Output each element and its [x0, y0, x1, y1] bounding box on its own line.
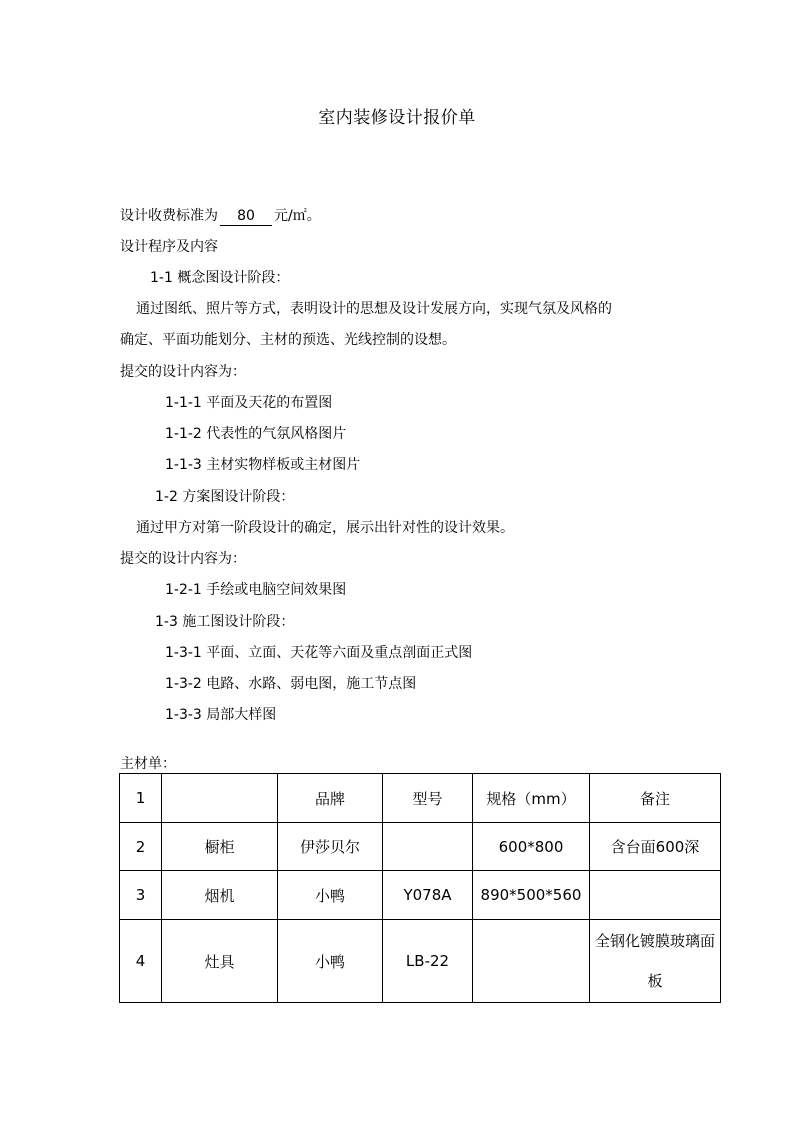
cell-item: 橱柜	[162, 823, 278, 871]
fee-prefix: 设计收费标准为	[120, 208, 218, 224]
stage2-submit-label: 提交的设计内容为：	[120, 551, 246, 567]
cell-spec: 600*800	[473, 823, 590, 871]
cell-brand: 小鸭	[278, 871, 383, 920]
table-row	[120, 920, 721, 1003]
cell-no: 2	[120, 823, 162, 871]
stage2-item: 1-2-1 手绘或电脑空间效果图	[165, 582, 347, 598]
cell-remark	[590, 871, 721, 920]
stage1-desc-line1: 通过图纸、照片等方式，表明设计的思想及设计发展方向，实现气氛及风格的	[136, 301, 612, 317]
header-spec: 规格（mm）	[473, 774, 590, 823]
header-remark: 备注	[590, 774, 721, 823]
header-brand: 品牌	[278, 774, 383, 823]
document-title: 室内装修设计报价单	[318, 108, 476, 128]
cell-spec	[473, 920, 590, 1003]
stage3-item: 1-3-1 平面、立面、天花等六面及重点剖面正式图	[165, 645, 473, 661]
fee-value: 80	[220, 208, 272, 226]
table-row	[120, 871, 721, 920]
cell-item: 烟机	[162, 871, 278, 920]
stage1-item: 1-1-1 平面及天花的布置图	[165, 395, 333, 411]
stage1-desc-line2: 确定、平面功能划分、主材的预选、光线控制的设想。	[120, 332, 456, 348]
materials-label: 主材单：	[120, 756, 176, 772]
stage1-submit-label: 提交的设计内容为：	[120, 364, 246, 380]
table-row	[120, 823, 721, 871]
cell-spec: 890*500*560	[473, 871, 590, 920]
cell-remark: 全钢化镀膜玻璃面板	[590, 920, 721, 1003]
fee-suffix: 元/㎡。	[274, 208, 321, 224]
stage3-item: 1-3-3 局部大样图	[165, 707, 277, 723]
stage2-desc: 通过甲方对第一阶段设计的确定，展示出针对性的设计效果。	[136, 520, 514, 536]
cell-remark: 含台面600深	[590, 823, 721, 871]
cell-item	[162, 774, 278, 823]
stage1-heading: 1-1 概念图设计阶段：	[150, 270, 290, 286]
fee-standard-line	[120, 206, 321, 226]
stage3-heading: 1-3 施工图设计阶段：	[155, 614, 295, 630]
header-model: 型号	[383, 774, 473, 823]
table-header-row	[120, 774, 721, 823]
stage3-item: 1-3-2 电路、水路、弱电图，施工节点图	[165, 676, 417, 692]
stage2-heading: 1-2 方案图设计阶段：	[155, 489, 295, 505]
cell-model	[383, 823, 473, 871]
cell-no: 1	[120, 774, 162, 823]
materials-table	[119, 773, 721, 1003]
stage1-item: 1-1-3 主材实物样板或主材图片	[165, 457, 361, 473]
cell-model: Y078A	[383, 871, 473, 920]
cell-item: 灶具	[162, 920, 278, 1003]
cell-no: 4	[120, 920, 162, 1003]
cell-brand: 小鸭	[278, 920, 383, 1003]
section-heading: 设计程序及内容	[120, 239, 218, 255]
stage1-item: 1-1-2 代表性的气氛风格图片	[165, 426, 347, 442]
cell-no: 3	[120, 871, 162, 920]
cell-model: LB-22	[383, 920, 473, 1003]
cell-brand: 伊莎贝尔	[278, 823, 383, 871]
